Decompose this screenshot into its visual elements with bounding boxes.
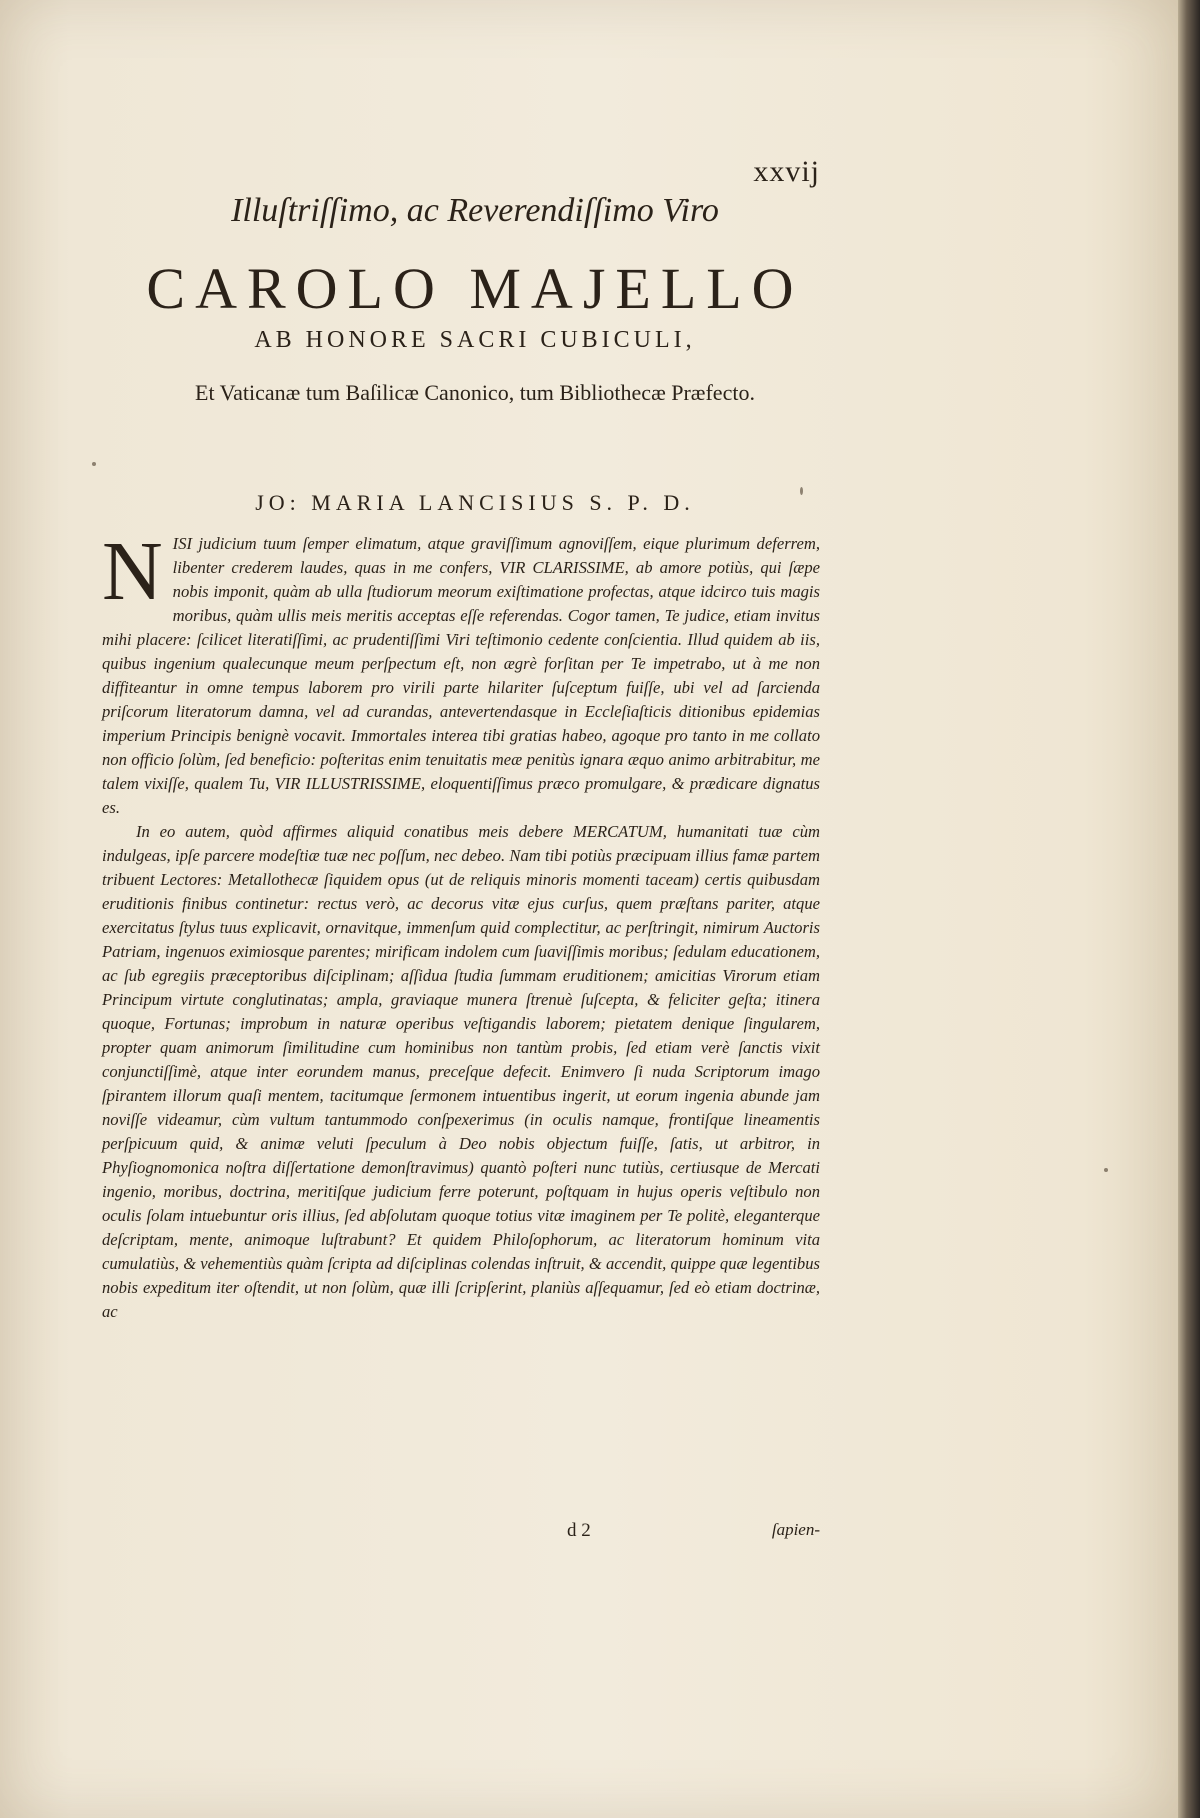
dedication-line: Illuſtriſſimo, ac Reverendiſſimo Viro: [231, 192, 719, 229]
recipient-name: CAROLO MAJELLO: [146, 256, 804, 321]
signature-mark: d 2: [567, 1520, 591, 1541]
page-edge: [1178, 0, 1200, 1818]
paragraph-1-text: ISI judicium tuum ſemper elimatum, atque graviſſimum agnoviſſem, eique plurimum deferrem, libenter crederem laudes, quas in me confers, VIR CLARISSIME, ab amore potiùs, qui ſæpe nobis imponit, quàm ab ulla ſtudiorum meorum exiſtimatione profectas, atque idcirco tuis magis moribus, quàm ullis meis meritis acceptas eſſe referendas. Cogor tamen, Te judice, etiam invitus mihi placere: ſcilicet literatiſſimi, ac prudentiſſimi Viri teſtimonio cedente conſcientia. Illud quidem ab iis, quibus ingenium qualecunque meum perſpectum eſt, non ægrè forſitan per Te impetrabo, ut à me non diffiteantur in omne tempus laborem pro virili parte hilariter ſuſceptum fuiſſe, ubi vel ad ſarcienda priſcorum literatorum damna, vel ad curandas, antevertendasque in Eccleſiaſticis ditionibus epidemias imperium Principis benignè vocavit. Immortales interea tibi gratias habeo, agoque pro tanto in me collato non officio ſolùm, ſed beneficio: poſteritas enim tenuitatis meæ penitùs ignara æquo animo arbitrabitur, me talem vixiſſe, qualem Tu, VIR ILLUSTRISSIME, eloquentiſſimus præco promulgare, & prædicare dignatus es.: [102, 534, 820, 817]
ink-spot: [800, 487, 803, 495]
letter-body: [102, 525, 820, 1324]
ink-spot: [1104, 1168, 1108, 1172]
paragraph-2: In eo autem, quòd affirmes aliquid conatibus meis debere MERCATUM, humanitati tuæ cùm indulgeas, ipſe parcere modeſtiæ tuæ nec poſſum, nec debeo. Nam tibi potiùs præcipuam illius famæ partem tribuent Lectores: Metallothecæ ſiquidem opus (ut de reliquis minoris momenti taceam) certis quibusdam eruditionis finibus continetur: rectus verò, ac decorus vitæ ejus curſus, quem præſtans pariter, atque exercitatus ſtylus tuus explicavit, ornavitque, immenſum quid complectitur, ac perſtringit, nimirum Auctoris Patriam, ingenuos eximiosque parentes; mirificam indolem cum ſuaviſſimis moribus; ſedulam educationem, ac ſub egregiis præceptoribus diſciplinam; aſſidua ſtudia ſummam eruditionem; amicitias Virorum etiam Principum virtute conglutinatas; ampla, graviaque munera ſtrenuè ſuſcepta, & feliciter geſta; itinera quoque, Fortunas; improbum in naturæ operibus veſtigandis laborem; pietatem denique ſingularem, propter quam animorum ſimilitudine cum hominibus non tantùm probis, ſed etiam verè ſanctis vixit conjunctiſſimè, atque inter eorundem manus, preceſque defecit. Enimvero ſi nuda Scriptorum imago ſpirantem illorum quaſi mentem, tacitumque ſermonem intuentibus ingerit, ut eorum ingenia abunde jam noviſſe videamur, cùm vultum tantummodo conſpexerimus (in oculis namque, frontiſque lineamentis perſpicuum quid, & animæ veluti ſpeculum à Deo nobis objectum fuiſſe, ſatis, ut arbitror, in Phyſiognomonica noſtra diſſertatione demonſtravimus) quantò poſteri nunc tutiùs, certiusque de Mercati ingenio, moribus, doctrina, meritiſque judicium ferre poterunt, poſtquam in hujus operis veſtibulo non oculis ſolam intuebuntur oris illius, ſed abſolutam quoque totius vitæ imaginem per Te politè, eleganterque deſcriptam, mente, animoque luſtrabunt? Et quidem Philoſophorum, ac literatorum hominum vita cumulatiùs, & vehementiùs quàm ſcripta ad diſciplinas colendas inſtruit, & accendit, quippe quæ legentibus nobis expeditum iter oſtendit, ut non ſolùm, quæ illi ſcripſerint, planiùs aſſequamur, ſed eò etiam doctrinæ, ac: [102, 822, 820, 1321]
paragraph-1: [102, 525, 820, 820]
ink-spot: [92, 462, 96, 466]
catchword: ſapien-: [771, 1520, 820, 1539]
recipient-office: AB HONORE SACRI CUBICULI,: [254, 327, 696, 353]
sender-line: JO: MARIA LANCISIUS S. P. D.: [255, 490, 695, 515]
page-number: xxvij: [753, 155, 820, 188]
drop-cap: N: [102, 525, 163, 618]
recipient-canonry: Et Vaticanæ tum Baſilicæ Canonico, tum Bibliothecæ Præfecto.: [195, 380, 755, 405]
